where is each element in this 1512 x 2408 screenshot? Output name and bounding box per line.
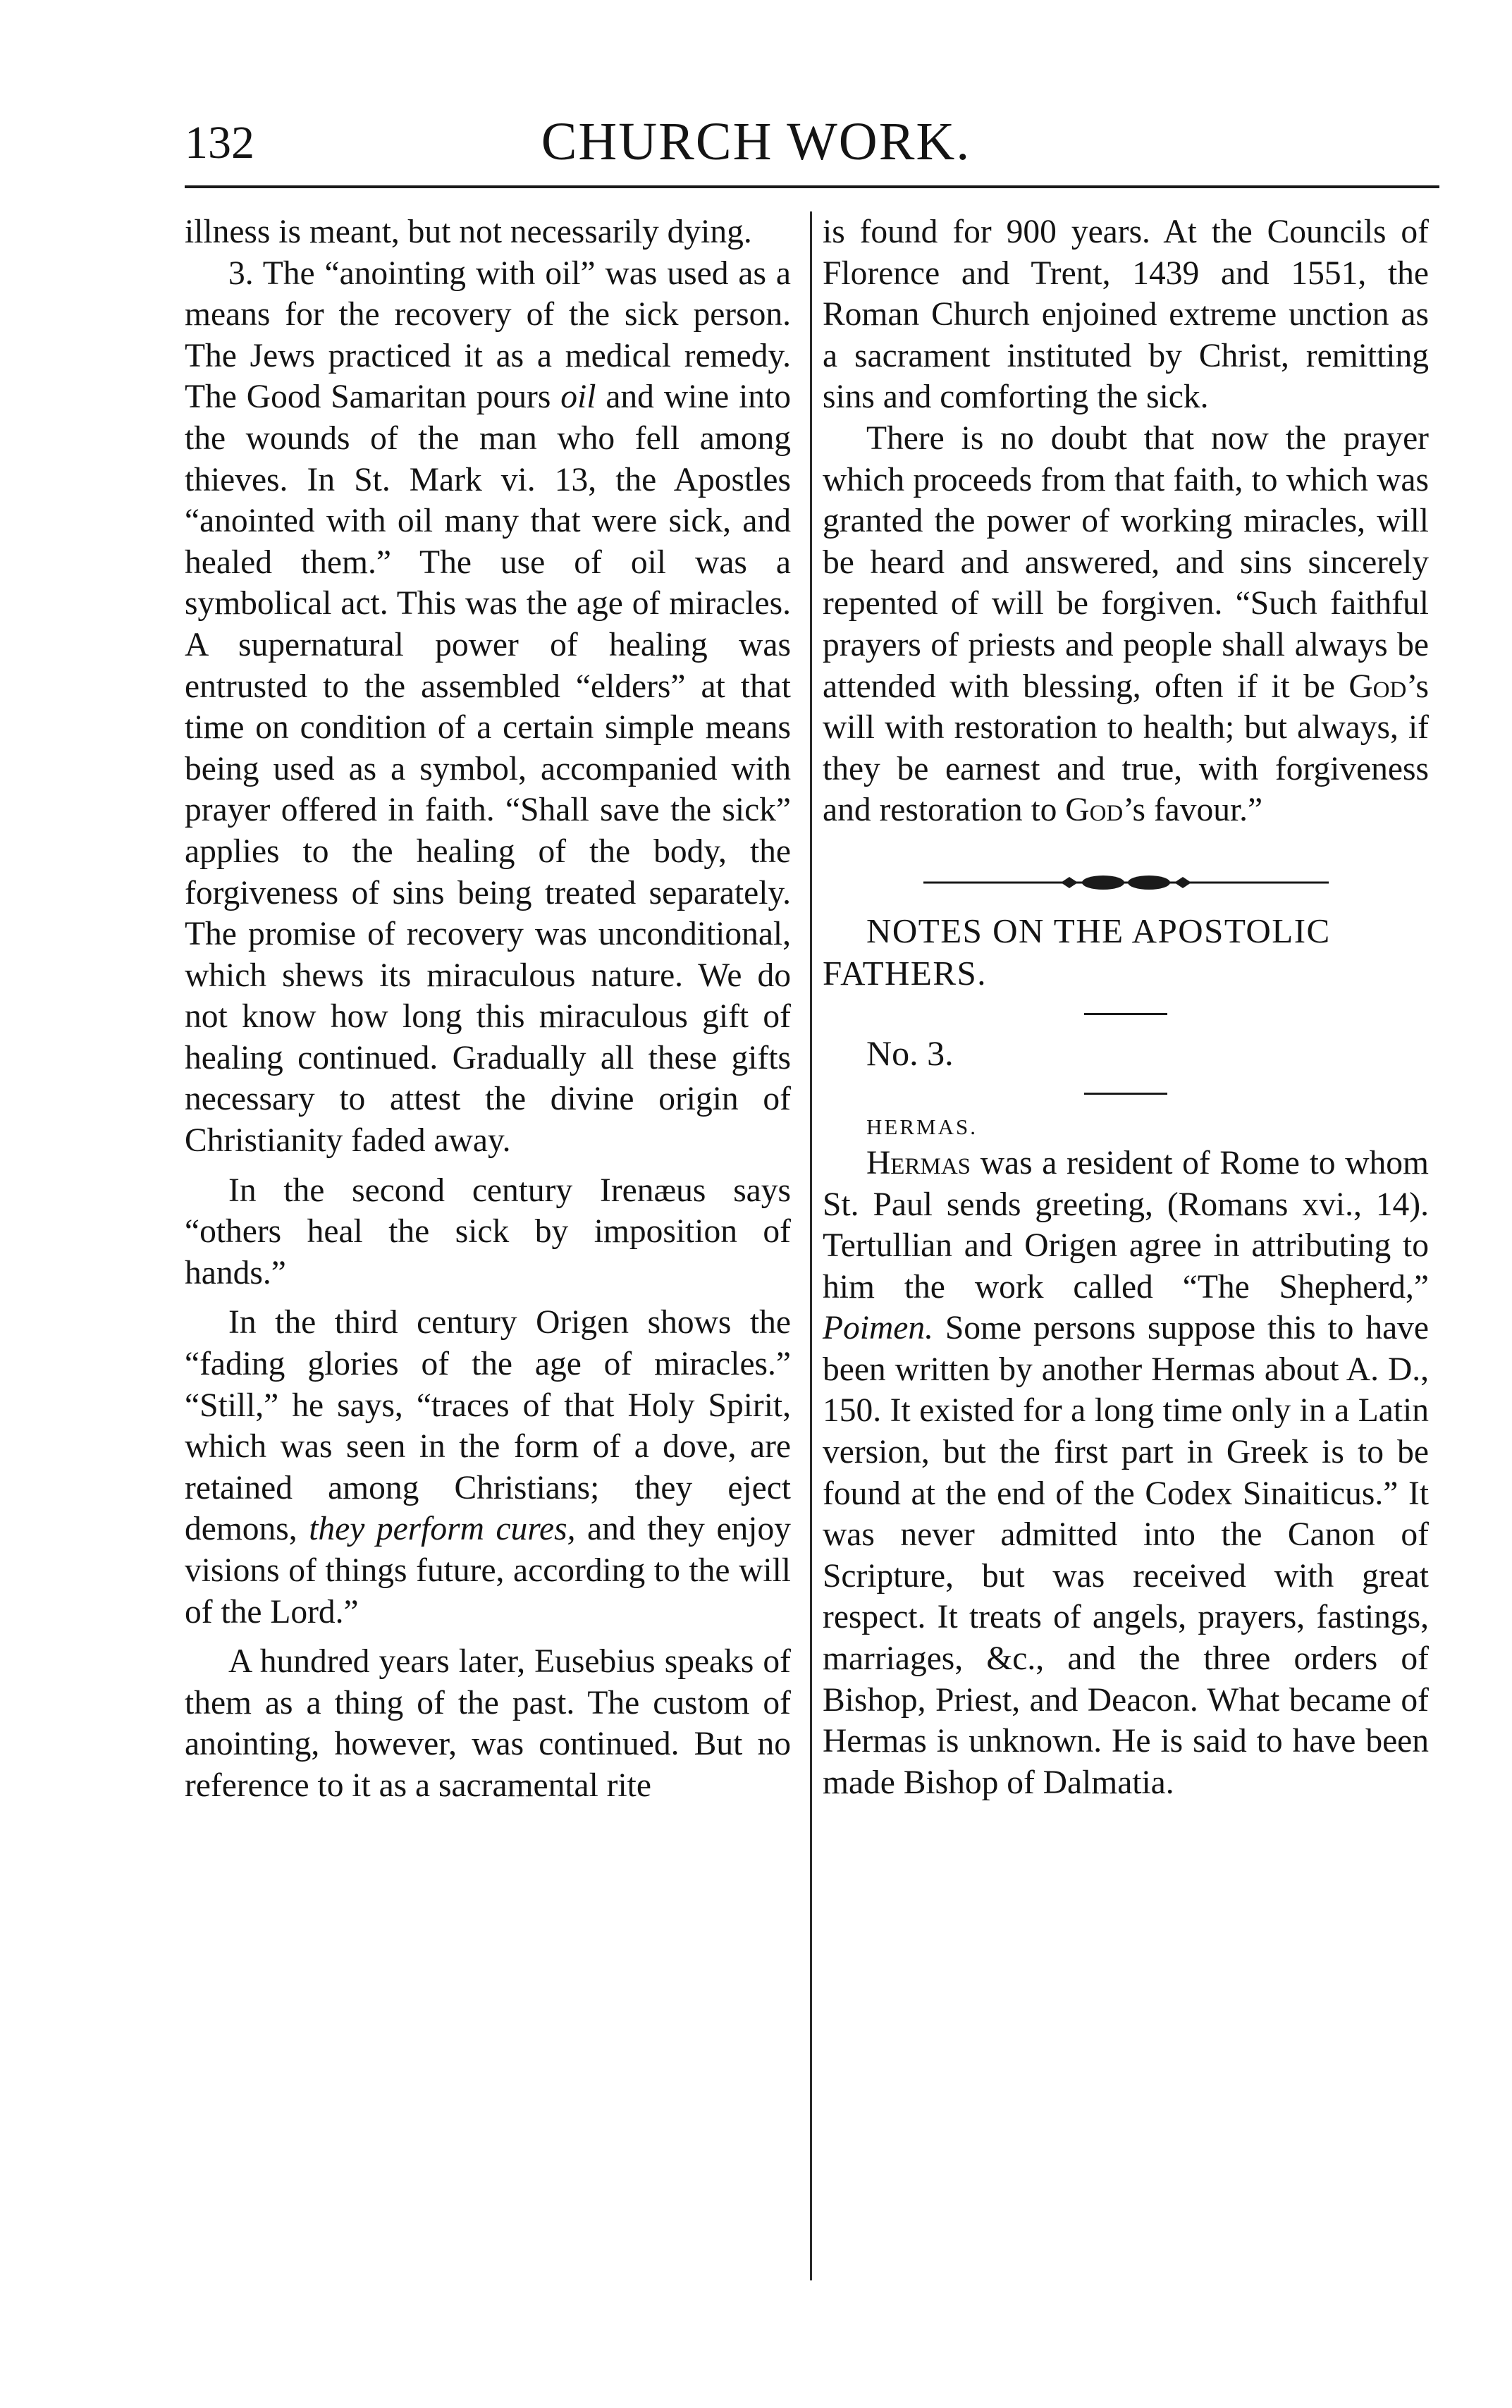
text-run: was a resident of Rome to whom St. Paul sends greeting, (Romans xvi., 14). Tertullian and Origen agree in attributing to him the work called “The Shepherd,” xyxy=(823,1144,1429,1306)
section-title-line: NOTES ON THE APOSTOLIC xyxy=(866,911,1331,950)
paragraph: In the second century Irenæus says “others heal the sick by imposition of hands.” xyxy=(185,1172,791,1291)
italic-text: they perform cures, xyxy=(309,1511,576,1548)
header-rule xyxy=(185,185,1439,188)
running-title: CHURCH WORK. xyxy=(541,112,971,171)
text-run: 3. The “anointing with oil” was used as a means for the recovery of the sick person. The Jews practiced it as a medical remedy. The Good Samaritan pours xyxy=(185,254,791,416)
small-caps-text: Hermas xyxy=(866,1144,971,1181)
short-rule xyxy=(1084,1093,1167,1095)
section-title-line: FATHERS. xyxy=(823,953,988,993)
right-column xyxy=(823,211,1429,1803)
column-divider xyxy=(810,211,812,2280)
text-run: There is no doubt that now the prayer which proceeds from that faith, to which was granted the power of working miracles, will be heard and answered, and sins sincerely repented of will be forgiven. “Such faithful prayers of priests and people shall always be attended with blessing, often if it be xyxy=(823,419,1429,705)
paragraph xyxy=(185,1302,791,1633)
small-caps-text: God xyxy=(1065,792,1124,829)
paragraph xyxy=(823,1143,1429,1804)
text-run: ’s will with restoration to health; but always, if they be earnest and true, with forgiveness and restoration to xyxy=(823,668,1429,829)
paragraph xyxy=(185,253,791,1162)
paragraph xyxy=(823,418,1429,831)
italic-text: oil xyxy=(560,379,596,416)
text-run: In the third century Origen shows the “fading glories of the age of miracles.” “Still,” he says, “traces of that Holy Spirit, which was seen in the form of a dove, are retained among Christians; they eject demons, xyxy=(185,1304,791,1548)
left-column xyxy=(185,211,791,1807)
ornament-divider xyxy=(923,871,1329,895)
paragraph: is found for 900 years. At the Councils of Florence and Trent, 1439 and 1551, the Roman Church enjoined extreme unction as a sacrament instituted by Christ, remitting sins and comforting the sick. xyxy=(823,214,1429,416)
short-rule xyxy=(1084,1013,1167,1015)
small-caps-text: God xyxy=(1348,668,1407,705)
text-run: and wine into the wounds of the man who fell among thieves. In St. Mark vi. 13, the Apostles “anointed with oil many that were sick, and healed them.” The use of oil was a symbolical act. This was the age of miracles. A supernatural power of healing was entrusted to the assembled “elders” at that time on condition of a certain simple means being used as a symbol, accompanied with prayer offered in faith. “Shall save the sick” applies to the healing of the body, the forgiveness of sins being treated separately. The promise of recovery was unconditional, which shews its miraculous nature. We do not know how long this miraculous gift of healing continued. Gradually all these gifts necessary to attest the divine origin of Christianity faded away. xyxy=(185,379,792,1160)
italic-text: Poimen. xyxy=(823,1310,933,1347)
paragraph: A hundred years later, Eusebius speaks of them as a thing of the past. The custom of anointing, however, was continued. But no reference to it as a sacramental rite xyxy=(185,1643,791,1804)
section-title xyxy=(823,910,1429,995)
text-run: Some persons suppose this to have been written by another Hermas about A. D., 150. It existed for a long time only in a Latin version, but the first part in Greek is to be found at the end of the Codex Sinaiticus.” It was never admitted into the Canon of Scripture, but was received with great respect. It treats of angels, prayers, fastings, marriages, &c., and the three orders of Bishop, Priest, and Deacon. What became of Hermas is unknown. He is said to have been made Bishop of Dalmatia. xyxy=(823,1310,1429,1801)
text-run: ’s favour.” xyxy=(1123,792,1263,829)
page-number: 132 xyxy=(185,117,254,168)
text-run: and they enjoy visions of things future, according to the will of the Lord.” xyxy=(185,1511,791,1630)
paragraph: illness is meant, but not necessarily dying. xyxy=(185,214,752,250)
subject-heading: HERMAS. xyxy=(866,1114,978,1139)
number-heading: No. 3. xyxy=(866,1033,954,1073)
